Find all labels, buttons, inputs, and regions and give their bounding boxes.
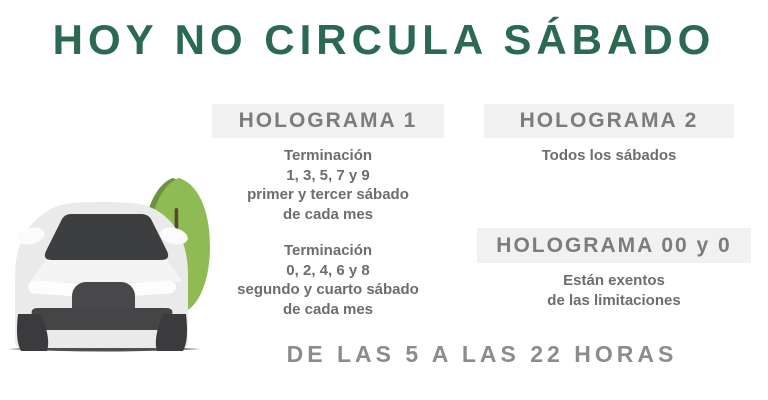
odd-saturdays: primer y tercer sábado	[247, 186, 409, 203]
holograma-1-block-odd	[212, 146, 444, 224]
even-endings: 0, 2, 4, 6 y 8	[286, 261, 370, 279]
even-month-note: de cada mes	[282, 300, 374, 318]
terminacion-label: Terminación	[283, 147, 373, 164]
terminacion-label: Terminación	[283, 242, 373, 259]
car-with-tree-illustration	[5, 172, 215, 362]
odd-month-note: de cada mes	[282, 205, 374, 223]
car-hood	[30, 260, 183, 282]
exempt-line-2: de las limitaciones	[547, 291, 681, 309]
page-title: HOY NO CIRCULA SÁBADO	[52, 16, 716, 63]
holograma-1-block-even	[212, 241, 444, 319]
holograma-2-header: HOLOGRAMA 2	[484, 104, 734, 138]
exempt-line-1: Están exentos	[563, 272, 665, 289]
holograma-2-body: Todos los sábados	[541, 147, 677, 164]
holograma-1-header: HOLOGRAMA 1	[212, 104, 444, 138]
holograma-00-body	[477, 271, 751, 310]
holograma-00-header: HOLOGRAMA 00 y 0	[477, 228, 751, 263]
odd-endings: 1, 3, 5, 7 y 9	[286, 166, 370, 184]
even-saturdays: segundo y cuarto sábado	[237, 281, 419, 298]
bumper	[32, 308, 173, 330]
schedule-text: DE LAS 5 A LAS 22 HORAS	[286, 341, 678, 367]
car-icon	[15, 202, 190, 351]
windshield	[45, 214, 168, 260]
